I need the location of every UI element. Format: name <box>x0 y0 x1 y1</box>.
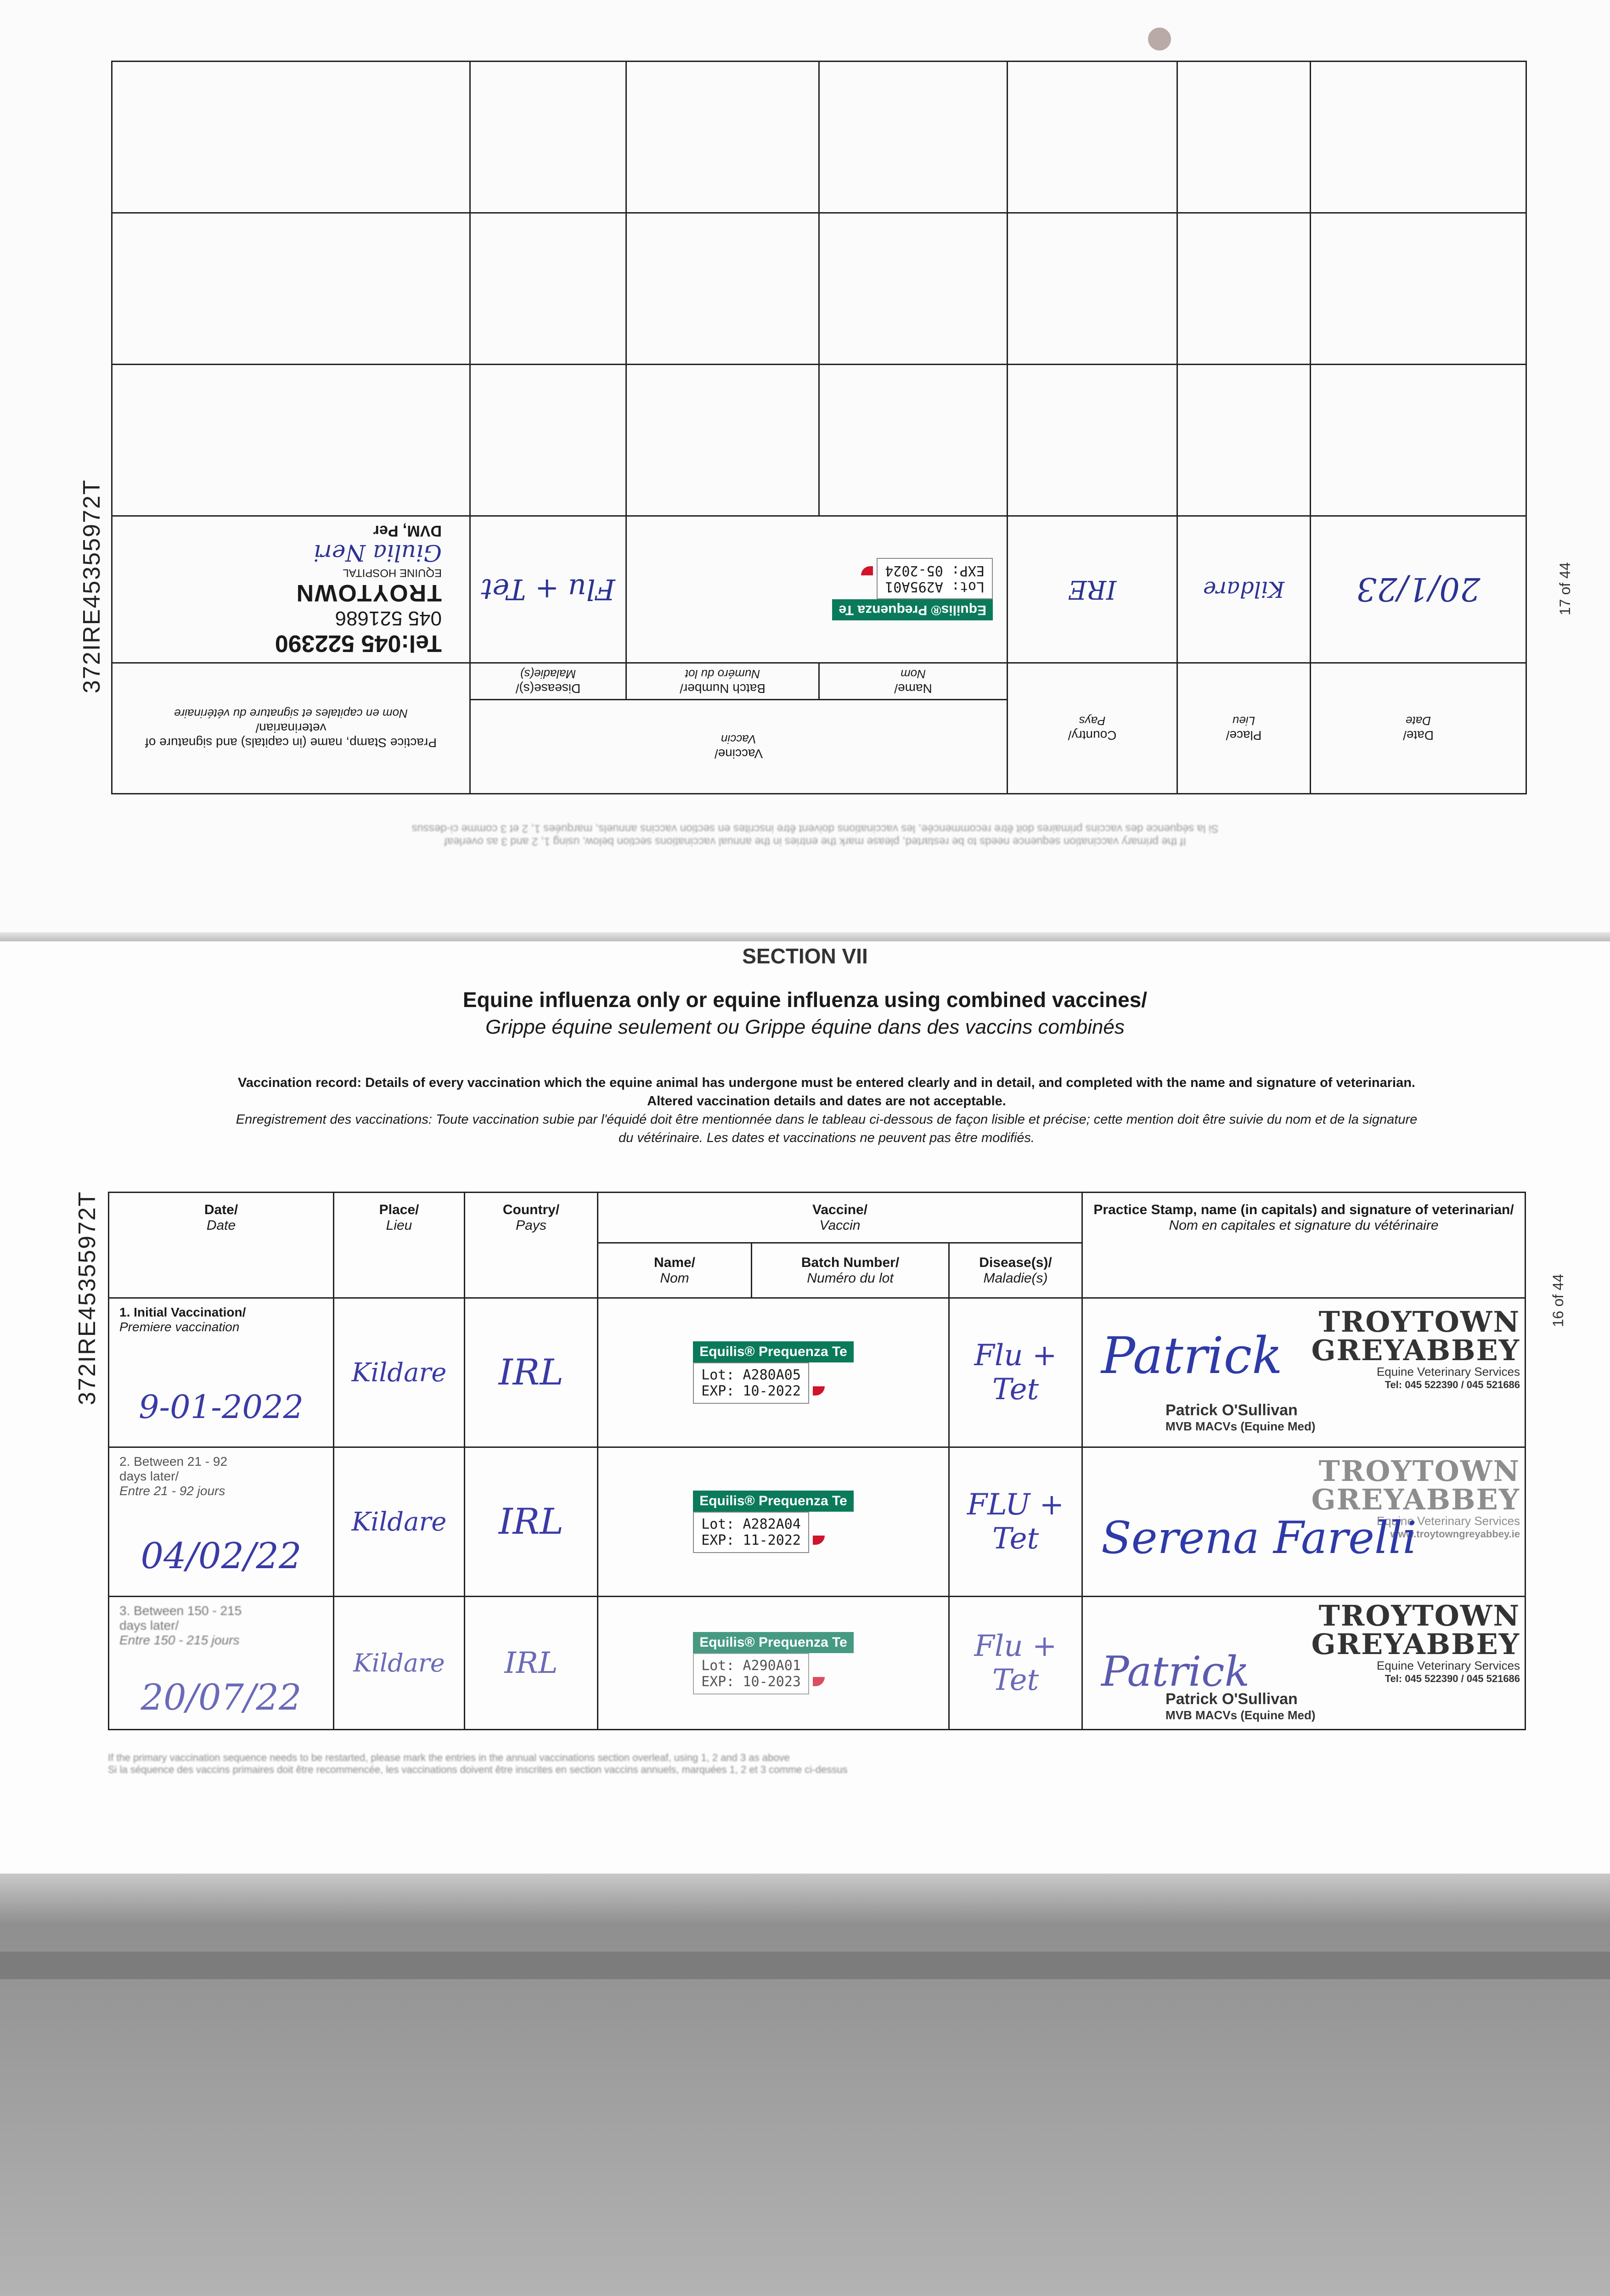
upper-entry-vaccine-label <box>626 516 1008 663</box>
scanner-edge <box>0 1952 1610 1979</box>
row3-date: 3. Between 150 - 215 days later/ Entre 150 - 215 jours 20/07/22 <box>109 1597 334 1730</box>
row2-date: 2. Between 21 - 92 days later/ Entre 21 - 92 jours 04/02/22 <box>109 1447 334 1597</box>
scanner-background <box>0 1874 1610 2296</box>
vaccine-lot-label: Lot: A280A05 EXP: 10-2022 <box>693 1362 809 1404</box>
upper-header-date: Date/ Date <box>1311 663 1526 794</box>
label-red-mark <box>861 567 873 576</box>
table-row <box>109 1447 1526 1597</box>
upper-entry-date: 20/1/23 <box>1311 516 1526 663</box>
row3-country: IRL <box>465 1597 598 1730</box>
row1-date: 1. Initial Vaccination/ Premiere vaccination 9-01-2022 <box>109 1298 334 1447</box>
vet-signature: Serena Farelli <box>1101 1512 1417 1564</box>
vet-name: Patrick O'Sullivan MVB MACVs (Equine Med) <box>1165 1690 1316 1722</box>
row3-disease: Flu + Tet <box>949 1597 1082 1730</box>
header-place: Place/ Lieu <box>334 1193 465 1298</box>
upper-entry-stamp: Tel:045 522390 045 521686 TROYTOWN EQUINE HOSPITAL Giulia Neri DVM, Per <box>112 516 470 663</box>
vet-name: Patrick O'Sullivan MVB MACVs (Equine Med) <box>1165 1401 1316 1433</box>
row1-vaccine-label <box>598 1298 949 1447</box>
header-batch: Batch Number/ Numéro du lot <box>752 1243 949 1298</box>
header-name: Name/ Nom <box>598 1243 752 1298</box>
vet-signature: Patrick <box>1101 1326 1283 1385</box>
vaccine-lot-label: Lot: A282A04 EXP: 11-2022 <box>693 1512 809 1553</box>
vaccine-lot-label: Lot: A290A01 EXP: 10-2023 <box>693 1653 809 1694</box>
record-instructions: Vaccination record: Details of every vaccination which the equine animal has undergone must be entered clearly and in detail, and completed with the name and signature of veterinarian. Altered vaccination details and dates are not acceptable. Enregistrement des vaccinations: Toute vaccination subie par l'équidé doit être mentionnée dans le tableau ci-dessous de façon lisible et précise; cette mention doit être suivie du nom et de la signature du vétérinaire. Les dates et vaccinations ne peuvent pas être modifiés. <box>236 1075 1418 1145</box>
row1-place: Kildare <box>334 1298 465 1447</box>
practice-stamp: TROYTOWN GREYABBEY Equine Veterinary Services www.troytowngreyabbey.ie <box>1311 1454 1520 1540</box>
upper-header-practice: Practice Stamp, name (in capitals) and signature of veterinarian/ Nom en capitales et signature du vétérinaire <box>112 663 470 794</box>
upper-vaccination-table <box>113 87 1527 794</box>
row1-country: IRL <box>465 1298 598 1447</box>
table-row <box>109 1298 1526 1447</box>
row1-practice <box>1082 1298 1526 1447</box>
vet-signature: Patrick <box>1101 1648 1250 1696</box>
row3-place: Kildare <box>334 1597 465 1730</box>
label-red-mark <box>813 1677 825 1686</box>
header-date: Date/ Date <box>109 1193 334 1298</box>
practice-stamp: TROYTOWN GREYABBEY Equine Veterinary Services Tel: 045 522390 / 045 521686 <box>1311 1305 1520 1390</box>
upper-entry-disease: Flu + Tet <box>470 516 626 663</box>
vaccine-brand-label: Equilis® Prequenza Te <box>693 1341 854 1362</box>
table-row <box>109 1597 1526 1730</box>
row2-vaccine-label <box>598 1447 949 1597</box>
vaccine-brand-label: Equilis® Prequenza Te <box>693 1632 854 1653</box>
row3-vaccine-label <box>598 1597 949 1730</box>
lower-footnote: If the primary vaccination sequence needs to be restarted, please mark the entries in the annual vaccinations section overleaf, using 1, 2 and 3 as above Si la séquence des vaccins primaires doit être recommencée, les vaccinations doivent être inscrites en section vaccins annuels, marquées 1, 2 et 3 comme ci-dessus <box>108 1752 848 1775</box>
header-vaccine: Vaccine/ Vaccin <box>598 1193 1082 1243</box>
punch-hole <box>1148 28 1171 51</box>
upper-header-country: Country/ Pays <box>1008 663 1177 794</box>
upper-page-number: 17 of 44 <box>1557 562 1573 615</box>
label-red-mark <box>813 1536 825 1545</box>
stamp-name: TROYTOWN <box>295 580 442 606</box>
vaccine-brand-label: Equilis® Prequenza Te <box>693 1491 854 1512</box>
row1-disease: Flu + Tet <box>949 1298 1082 1447</box>
section-number: SECTION VII <box>742 944 868 968</box>
lower-vaccination-table <box>108 1192 1526 1730</box>
row2-disease: FLU + Tet <box>949 1447 1082 1597</box>
section-title-fr: Grippe équine seulement ou Grippe équine dans des vaccins combinés <box>485 1016 1125 1038</box>
row2-place: Kildare <box>334 1447 465 1597</box>
upper-header-batch: Batch Number/ Numéro du lot <box>626 663 819 700</box>
label-red-mark <box>813 1386 825 1396</box>
vaccine-lot-label: Lot: A295A01 EXP: 05-2024 <box>877 558 993 600</box>
upper-header-disease: Disease(s)/ Maladie(s) <box>470 663 626 700</box>
practice-stamp: TROYTOWN GREYABBEY Equine Veterinary Services Tel: 045 522390 / 045 521686 <box>1311 1599 1520 1684</box>
header-country: Country/ Pays <box>465 1193 598 1298</box>
upper-header-name: Name/ Nom <box>819 663 1008 700</box>
upper-header-vaccine: Vaccine/ Vaccin <box>470 700 1007 794</box>
lower-side-id: 372IRE45355972T <box>74 1191 101 1405</box>
upper-header-place: Place/ Lieu <box>1177 663 1311 794</box>
header-practice: Practice Stamp, name (in capitals) and signature of veterinarian/ Nom en capitales et signature du vétérinaire <box>1082 1193 1526 1298</box>
vaccine-brand-label: Equilis® Prequenza Te <box>832 600 993 621</box>
row2-practice <box>1082 1447 1526 1597</box>
row3-practice <box>1082 1597 1526 1730</box>
section-title: Equine influenza only or equine influenza using combined vaccines/ <box>462 988 1148 1012</box>
row2-country: IRL <box>465 1447 598 1597</box>
upper-entry-place: Kildare <box>1177 516 1311 663</box>
upper-entry-country: IRE <box>1008 516 1177 663</box>
upper-note: If the primary vaccination sequence needs to be restarted, please mark the entries in the annual vaccinations section below, using 1, 2 and 3 as overleaf Si la séquence des vaccins primaires doit être recommencée, les vaccinations doivent être inscrites en section vaccins annuels, marquées 1, 2 et 3 comme ci-dessus <box>411 822 1219 848</box>
header-disease: Disease(s)/ Maladie(s) <box>949 1243 1082 1298</box>
upper-side-id: 372IRE45355972T <box>79 479 105 693</box>
lower-page-number: 16 of 44 <box>1550 1274 1566 1327</box>
